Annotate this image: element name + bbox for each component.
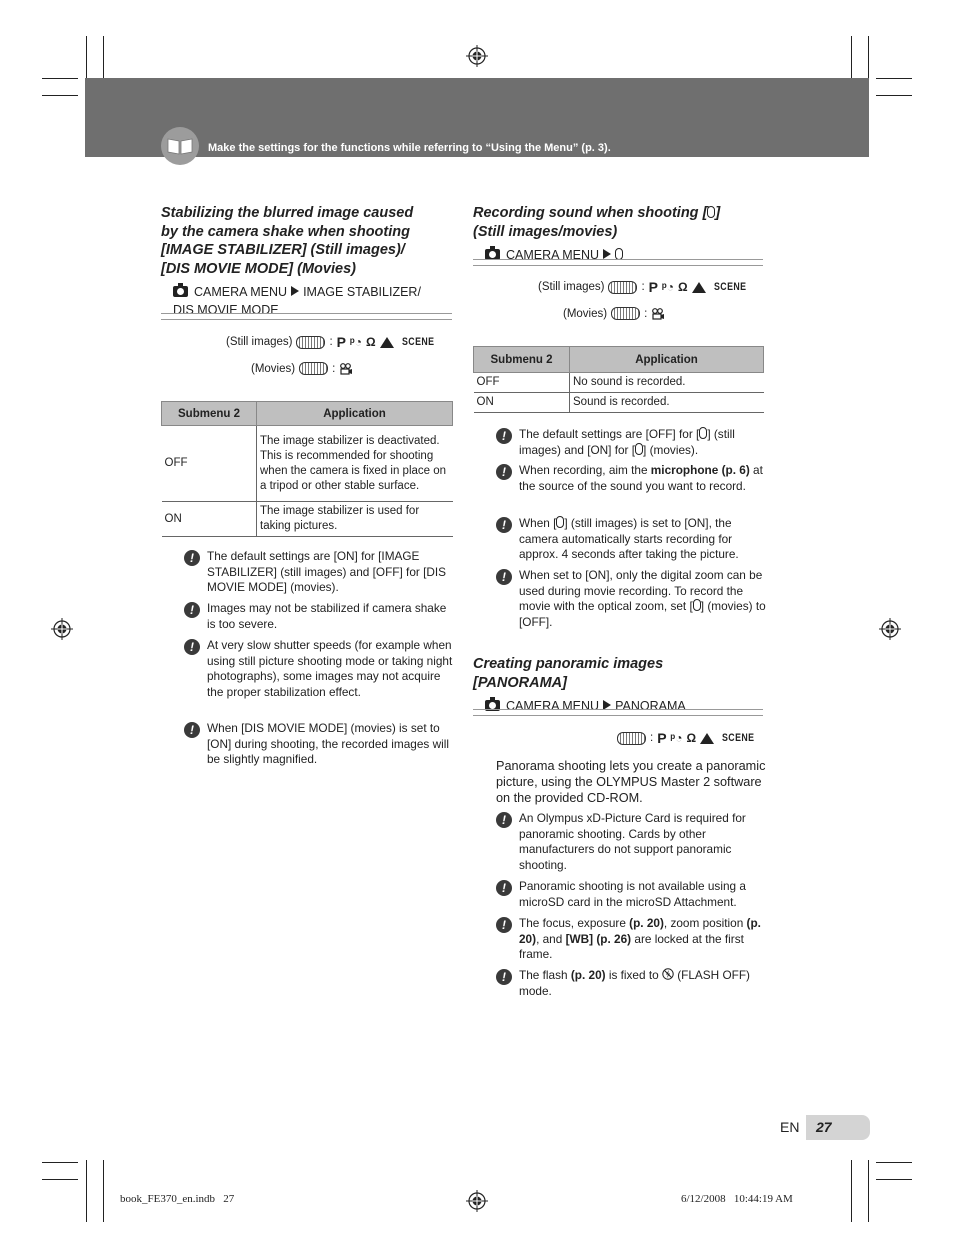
registration-mark-icon: [51, 618, 73, 640]
table-cell: OFF: [162, 426, 257, 502]
movies-label: (Movies): [251, 362, 296, 375]
note-fragment: When recording, aim the: [519, 463, 651, 477]
program-mode-label: P: [657, 730, 667, 746]
scene-mode-label: SCENE: [713, 281, 746, 293]
digital-is-mode-icon: ᵖ◔: [350, 335, 362, 349]
exclamation-note-icon: !: [496, 428, 512, 444]
panorama-description: Panorama shooting lets you create a panoramic picture, using the OLYMPUS Master 2 software on the provided CD-ROM.: [496, 759, 766, 805]
exclamation-note-icon: !: [496, 464, 512, 480]
footer-file-info: book_FE370_en.indb 27: [120, 1193, 235, 1205]
digital-is-mode-icon: ᵖ◔: [670, 731, 683, 745]
still-images-label: (Still images): [226, 336, 293, 348]
flash-off-icon: [662, 968, 674, 980]
mode-line-movies: (Movies) :: [563, 307, 665, 320]
note-link: (p. 20): [629, 916, 664, 930]
scene-mode-label: SCENE: [722, 732, 755, 744]
crop-mark: [42, 1162, 78, 1163]
table-cell: The image stabilizer is used for taking pictures.: [257, 502, 453, 537]
note-text: When [DIS MOVIE MODE] (movies) is set to [ON] during shooting, the recorded images will be slightly magnified.: [207, 721, 449, 766]
note-fragment: are locked at the first frame.: [519, 931, 744, 961]
menu-path-line2: DIS MOVIE MODE: [173, 303, 279, 317]
note-fragment: ] (movies) to [OFF].: [519, 599, 766, 629]
guide-mode-icon: Ω: [365, 335, 376, 349]
note-text: [519, 427, 766, 458]
note-fragment: When set to [ON], only the digital zoom can be used during movie recording. To record the movie with the optical zoom, set [: [519, 568, 763, 613]
table-header: Submenu 2: [162, 402, 257, 426]
table-row: [162, 426, 453, 502]
camera-icon: [173, 286, 188, 297]
section-heading-stabilizer: [161, 204, 461, 278]
table-cell: OFF: [474, 373, 570, 393]
note-item: [496, 879, 766, 910]
exclamation-note-icon: !: [496, 917, 512, 933]
mode-line-still: (Still images) : P ᵖ◔ Ω SCENE: [226, 334, 434, 350]
table-header-row: [474, 347, 764, 373]
scene-mountain-icon: [380, 337, 394, 348]
scene-mountain-icon: [700, 733, 714, 744]
note-text: Images may not be stabilized if camera shake is too severe.: [207, 601, 447, 631]
note-item: [496, 811, 766, 873]
note-link: [WB] (p. 26): [565, 931, 632, 946]
exclamation-note-icon: !: [496, 969, 512, 985]
note-text: [519, 968, 766, 999]
heading-line: [473, 204, 773, 223]
exclamation-note-icon: !: [184, 602, 200, 618]
crop-mark: [868, 1160, 869, 1222]
menu-path-stabilizer: [173, 283, 458, 301]
note-fragment: The default settings are [OFF] for [: [519, 427, 700, 441]
program-mode-label: P: [648, 279, 659, 295]
book-icon: [161, 127, 199, 165]
mode-dial-icon: [608, 281, 637, 294]
language-label: EN: [780, 1119, 800, 1135]
banner-text: Make the settings for the functions while referring to “Using the Menu” (p. 3).: [208, 142, 611, 154]
movie-camera-icon: [651, 308, 665, 320]
mode-dial-icon: [611, 307, 640, 320]
microphone-icon: [635, 443, 643, 455]
note-link-microphone: microphone (p. 6): [650, 463, 750, 477]
exclamation-note-icon: !: [184, 550, 200, 566]
divider: [473, 259, 763, 266]
note-item: [496, 463, 766, 494]
table-row: [474, 373, 764, 393]
menu-path-text: CAMERA MENU: [194, 285, 288, 299]
crop-mark: [876, 1162, 912, 1163]
registration-mark-icon: [466, 1190, 488, 1212]
crop-mark: [876, 78, 912, 79]
mode-line-movies: (Movies) :: [251, 362, 353, 375]
mode-dial-icon: [617, 732, 646, 745]
page-number: 27: [816, 1119, 832, 1135]
table-cell: The image stabilizer is deactivated. This is recommended for shooting when the camera is fixed in place on a tripod or other stable surface.: [257, 426, 453, 502]
note-item: [184, 601, 454, 632]
note-item: [184, 638, 454, 700]
note-fragment: ] (still images) and [ON] for [: [519, 427, 735, 457]
note-text: [519, 516, 766, 563]
table-row: [162, 502, 453, 537]
scene-mountain-icon: [692, 282, 706, 293]
note-fragment: The flash: [519, 968, 571, 982]
crop-mark: [42, 95, 78, 96]
heading-line: (Still images/movies): [473, 223, 618, 240]
table-header-row: [162, 402, 453, 426]
stabilizer-table: [161, 401, 453, 537]
guide-mode-icon: Ω: [686, 731, 697, 745]
note-text: Panoramic shooting is not available using a microSD card in the microSD Attachment.: [519, 879, 746, 909]
note-fragment: ] (movies).: [643, 442, 699, 457]
table-row: [474, 393, 764, 413]
table-header: Submenu 2: [474, 347, 570, 373]
heading-line: Creating panoramic images: [473, 656, 664, 672]
crop-mark: [42, 1179, 78, 1180]
arrow-right-icon: [603, 249, 611, 259]
menu-path-text: CAMERA MENU: [506, 699, 600, 713]
note-text: At very slow shutter speeds (for example when using still picture shooting mode or taking night photographs), some images may not acquire the proper stabilization effect.: [207, 638, 453, 699]
exclamation-note-icon: !: [496, 517, 512, 533]
heading-text: ]: [715, 205, 721, 221]
movie-camera-icon: [339, 363, 353, 375]
note-item: [496, 427, 766, 458]
sound-table: [473, 346, 764, 413]
mode-dial-icon: [299, 362, 328, 375]
microphone-icon: [693, 599, 701, 611]
note-fragment: When [: [519, 516, 557, 530]
crop-mark: [851, 1160, 852, 1222]
crop-mark: [103, 1160, 104, 1222]
note-link: (p. 20): [519, 916, 761, 946]
note-fragment: is fixed to: [605, 968, 662, 982]
note-item: [496, 916, 766, 963]
table-cell: ON: [162, 502, 257, 537]
note-item: [496, 568, 766, 630]
exclamation-note-icon: !: [184, 722, 200, 738]
table-header: Application: [257, 402, 453, 426]
exclamation-note-icon: !: [496, 569, 512, 585]
note-item: [184, 721, 454, 768]
movies-label: (Movies): [563, 307, 608, 320]
crop-mark: [876, 1179, 912, 1180]
digital-is-mode-icon: ᵖ◔: [662, 280, 674, 294]
mode-line-panorama: : P ᵖ◔ Ω SCENE: [617, 730, 759, 746]
note-item: [184, 549, 454, 596]
note-item: [496, 516, 766, 563]
heading-line: [PANORAMA]: [473, 674, 567, 691]
crop-mark: [876, 95, 912, 96]
note-text: The default settings are [ON] for [IMAGE STABILIZER] (still images) and [OFF] for [DIS MOVIE MODE] (movies).: [207, 549, 447, 594]
scene-mode-label: SCENE: [401, 336, 434, 348]
heading-line: [IMAGE STABILIZER] (Still images)/: [161, 242, 405, 258]
note-fragment: ] (still images) is set to [ON], the camera automatically starts recording for approx. 4 seconds after taking the picture.: [519, 516, 739, 561]
note-link: (p. 20): [570, 968, 606, 982]
table-header: Application: [570, 347, 764, 373]
crop-mark: [42, 78, 78, 79]
heading-line: [DIS MOVIE MODE] (Movies): [161, 260, 356, 277]
note-text: [519, 463, 766, 494]
divider: [161, 313, 452, 320]
menu-path-text: IMAGE STABILIZER/: [303, 285, 421, 299]
table-cell: No sound is recorded.: [570, 373, 764, 393]
note-fragment: at the source of the sound you want to record.: [519, 463, 763, 493]
note-text: [519, 568, 766, 630]
exclamation-note-icon: !: [184, 639, 200, 655]
program-mode-label: P: [336, 334, 347, 350]
exclamation-note-icon: !: [496, 812, 512, 828]
footer-timestamp: 6/12/2008 10:44:19 AM: [681, 1193, 793, 1205]
note-item: [496, 968, 766, 999]
heading-line: Stabilizing the blurred image caused: [161, 205, 414, 221]
arrow-right-icon: [291, 286, 299, 296]
crop-mark: [86, 1160, 87, 1222]
heading-line: by the camera shake when shooting: [161, 223, 410, 240]
mode-line-still: (Still images) : P ᵖ◔ Ω SCENE: [538, 279, 746, 295]
heading-text: Recording sound when shooting [: [473, 205, 708, 221]
registration-mark-icon: [879, 618, 901, 640]
note-text: [519, 916, 766, 963]
section-heading-panorama: [473, 655, 773, 692]
note-fragment: , and: [536, 931, 566, 946]
note-fragment: (FLASH OFF) mode.: [519, 968, 750, 998]
note-fragment: , zoom position: [663, 916, 747, 930]
section-heading-sound: [473, 204, 773, 241]
menu-path-text: PANORAMA: [615, 699, 686, 713]
table-cell: ON: [474, 393, 570, 413]
table-cell: Sound is recorded.: [570, 393, 764, 413]
still-images-label: (Still images): [538, 281, 605, 293]
divider: [473, 709, 763, 716]
exclamation-note-icon: !: [496, 880, 512, 896]
note-text: An Olympus xD-Picture Card is required for panoramic shooting. Cards by other manufacturers do not support panoramic shooting.: [519, 811, 746, 872]
guide-mode-icon: Ω: [677, 280, 688, 294]
mode-dial-icon: [296, 336, 325, 349]
menu-path-text: CAMERA MENU: [506, 248, 600, 262]
registration-mark-icon: [466, 45, 488, 67]
note-fragment: The focus, exposure: [519, 916, 630, 930]
